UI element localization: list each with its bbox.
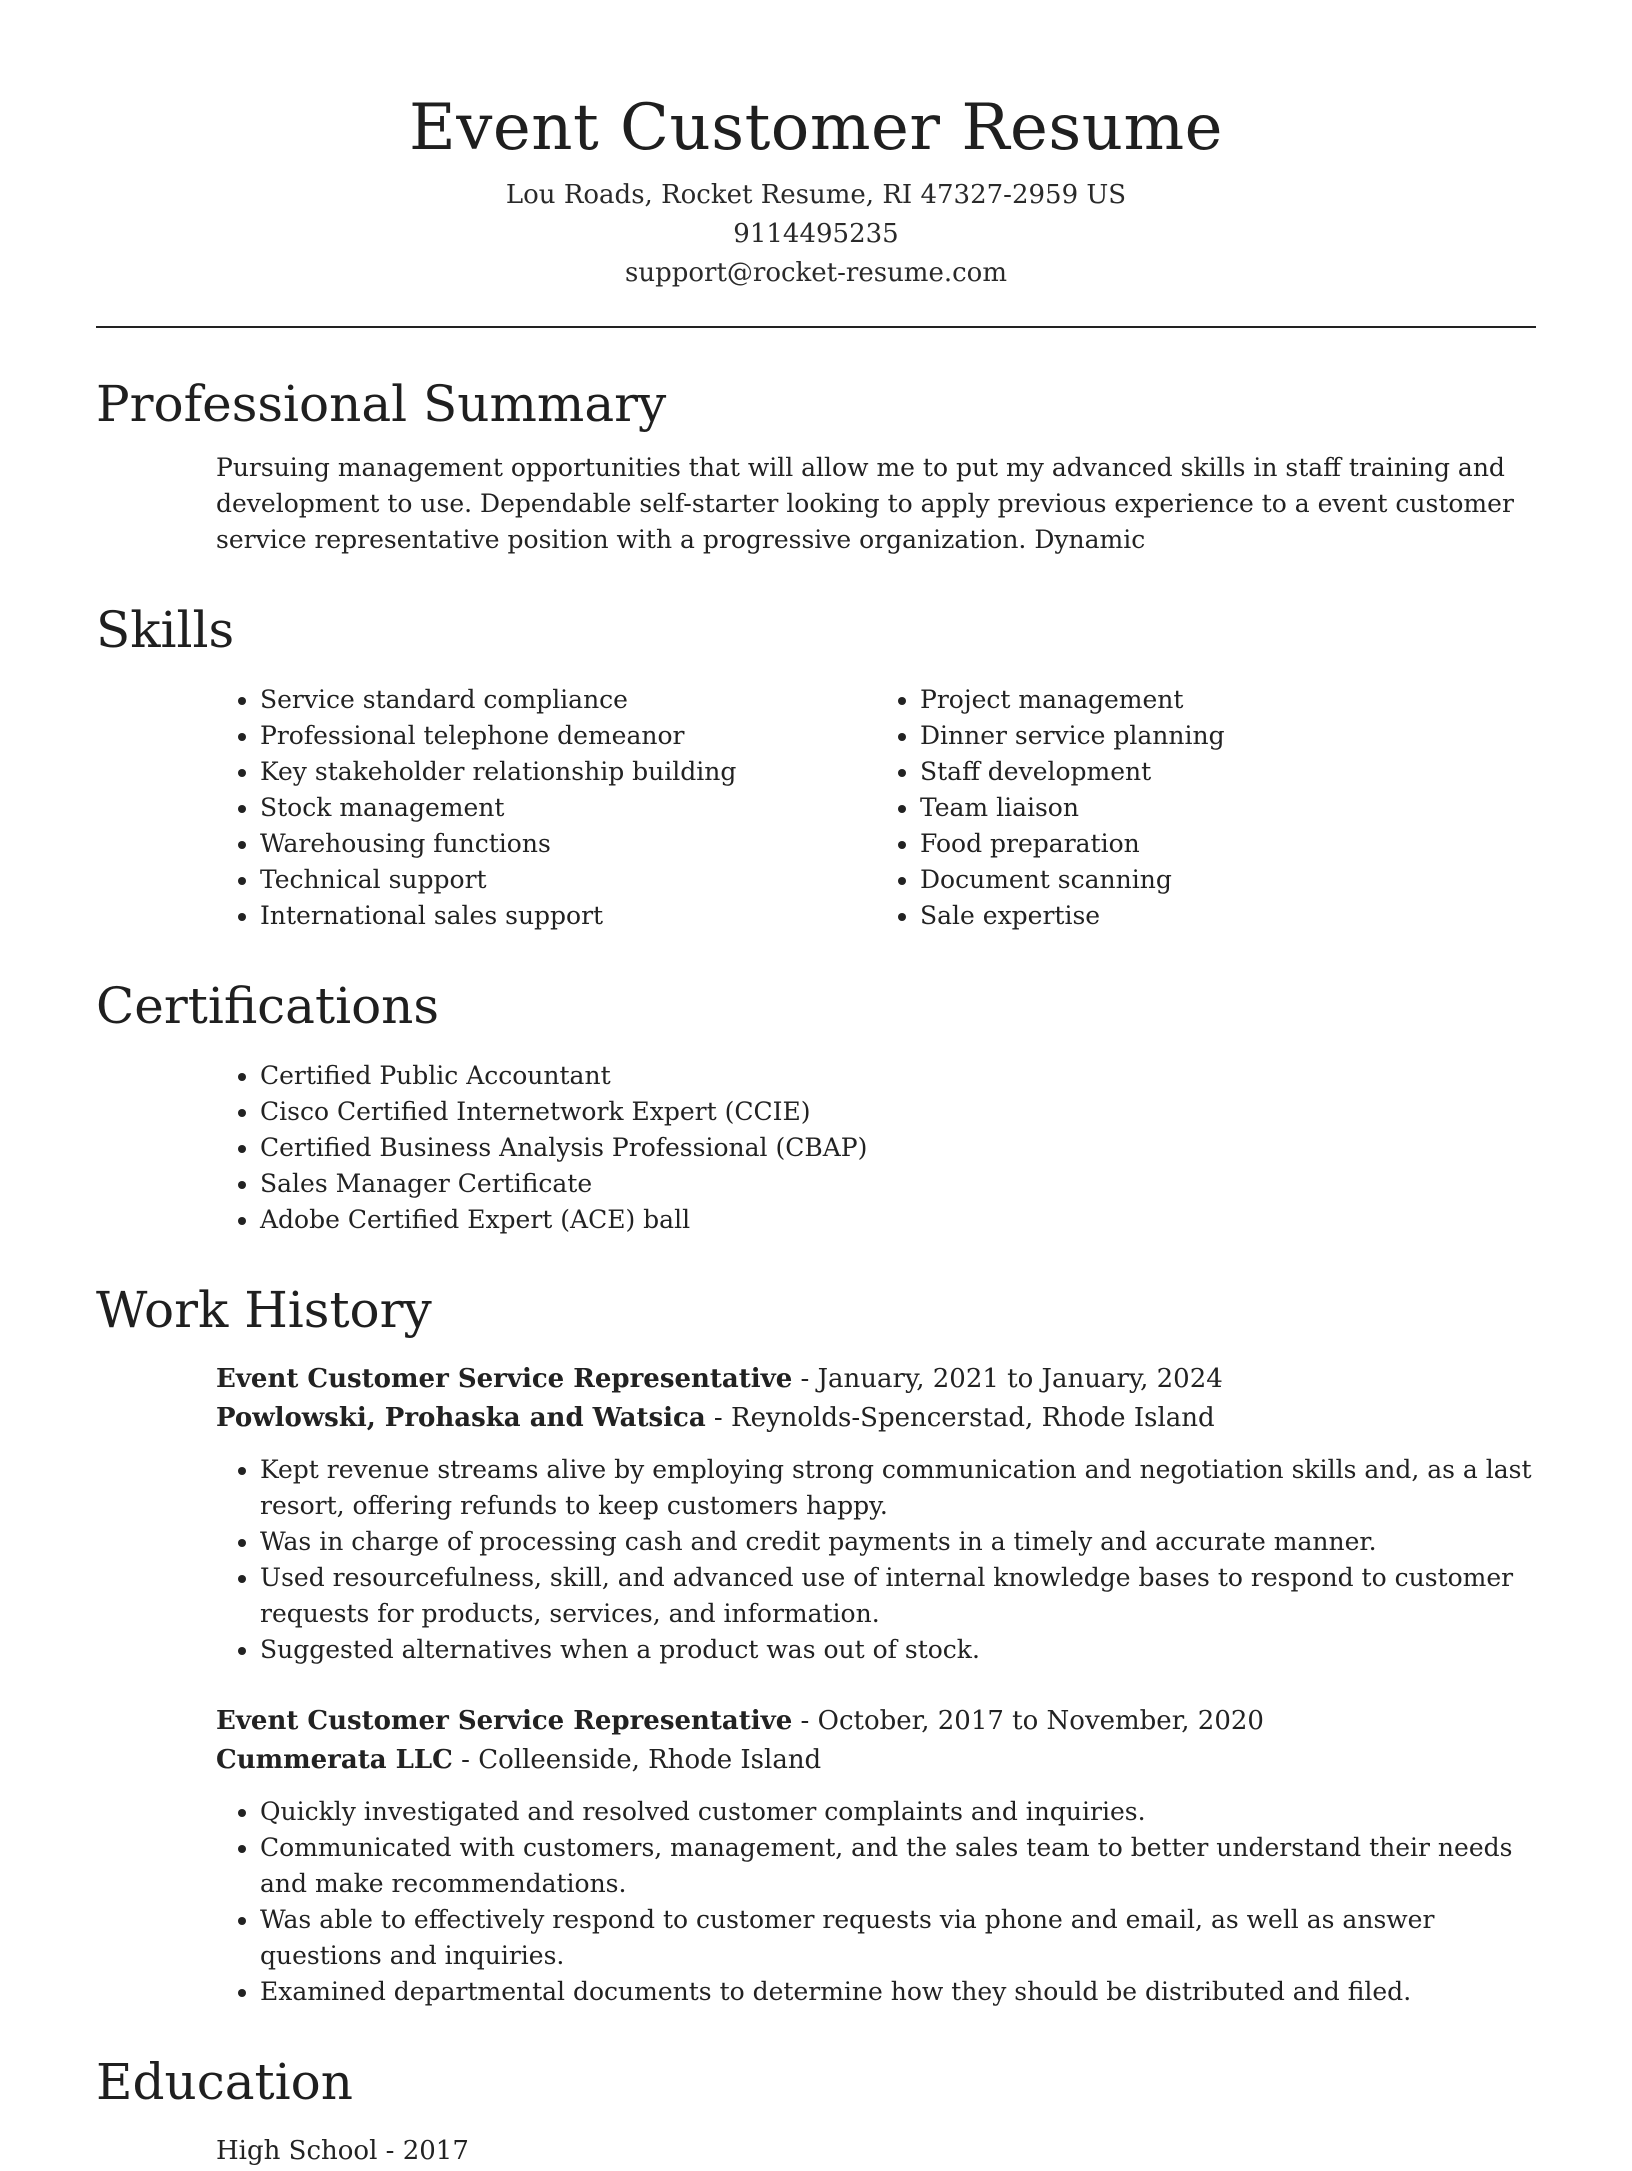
- work-history-section: [96, 1278, 1536, 2010]
- resume-page: [96, 0, 1536, 2171]
- skill-item: • Warehousing functions: [260, 826, 876, 862]
- certification-item: • Certified Business Analysis Professional (CBAP): [260, 1130, 1536, 1166]
- job-company-line: Powlowski, Prohaska and Watsica - Reynolds-Spencerstad, Rhode Island: [216, 1403, 1215, 1433]
- job-bullet: • Was able to effectively respond to customer requests via phone and email, as well as answer questions and inquiries.: [260, 1902, 1536, 1974]
- skill-item: • International sales support: [260, 898, 876, 934]
- certification-item: • Cisco Certified Internetwork Expert (CCIE): [260, 1094, 1536, 1130]
- job-bullets: [216, 1452, 1536, 1668]
- job-location: Colleenside, Rhode Island: [478, 1745, 822, 1775]
- skill-item: • Sale expertise: [920, 898, 1536, 934]
- job-title-line: Event Customer Service Representative - January, 2021 to January, 2024: [216, 1364, 1223, 1394]
- summary-heading: Professional Summary: [96, 375, 667, 433]
- job-title-line: Event Customer Service Representative - October, 2017 to November, 2020: [216, 1706, 1264, 1736]
- job-entry: [216, 1360, 1536, 1668]
- certification-item: • Sales Manager Certificate: [260, 1166, 1536, 1202]
- resume-header: [96, 0, 1536, 293]
- certifications-section: [96, 974, 1536, 1238]
- header-divider: [96, 326, 1536, 328]
- skill-item: • Dinner service planning: [920, 718, 1536, 754]
- certifications-list: [216, 1058, 1536, 1238]
- job-company: Powlowski, Prohaska and Watsica: [216, 1403, 706, 1433]
- job-bullets: [216, 1794, 1536, 2010]
- education-degree: High School: [216, 2136, 378, 2166]
- skills-heading: Skills: [96, 601, 235, 659]
- summary-text: Pursuing management opportunities that will allow me to put my advanced skills in staff training and development to use. Dependable self-starter looking to apply previous experience to a event customer service representative position with a progressive organization. Dynamic: [216, 453, 1514, 554]
- job-bullet: • Communicated with customers, management, and the sales team to better understand their needs and make recommendations.: [260, 1830, 1536, 1902]
- job-bullet: • Examined departmental documents to determine how they should be distributed and filed.: [260, 1974, 1536, 2010]
- skill-item: • Team liaison: [920, 790, 1536, 826]
- skill-item: • Project management: [920, 682, 1536, 718]
- skill-item: • Service standard compliance: [260, 682, 876, 718]
- certification-item: • Certified Public Accountant: [260, 1058, 1536, 1094]
- job-company: Cummerata LLC: [216, 1745, 453, 1775]
- job-title: Event Customer Service Representative: [216, 1706, 793, 1736]
- education-year: 2017: [402, 2136, 469, 2166]
- job-bullet: • Quickly investigated and resolved customer complaints and inquiries.: [260, 1794, 1536, 1830]
- contact-block: [96, 176, 1536, 293]
- skill-item: • Staff development: [920, 754, 1536, 790]
- job-title: Event Customer Service Representative: [216, 1364, 793, 1394]
- skills-right-list: [876, 682, 1536, 934]
- job-dates: January, 2021 to January, 2024: [817, 1364, 1223, 1394]
- contact-address: Lou Roads, Rocket Resume, RI 47327-2959 US: [505, 180, 1127, 210]
- certifications-heading: Certifications: [96, 977, 440, 1035]
- skill-item: • Key stakeholder relationship building: [260, 754, 876, 790]
- job-bullet: • Was in charge of processing cash and credit payments in a timely and accurate manner.: [260, 1524, 1536, 1560]
- contact-email: support@rocket-resume.com: [624, 258, 1007, 288]
- skills-columns: [216, 682, 1536, 934]
- job-dates: October, 2017 to November, 2020: [817, 1706, 1264, 1736]
- contact-phone: 9114495235: [733, 219, 899, 249]
- job-company-line: Cummerata LLC - Colleenside, Rhode Island: [216, 1745, 822, 1775]
- job-bullet: • Suggested alternatives when a product was out of stock.: [260, 1632, 1536, 1668]
- job-bullet: • Kept revenue streams alive by employing strong communication and negotiation skills and, as a last resort, offering refunds to keep customers happy.: [260, 1452, 1536, 1524]
- job-entry: [216, 1702, 1536, 2010]
- work-history-heading: Work History: [96, 1281, 432, 1339]
- skill-item: • Food preparation: [920, 826, 1536, 862]
- job-location: Reynolds-Spencerstad, Rhode Island: [731, 1403, 1215, 1433]
- skill-item: • Technical support: [260, 862, 876, 898]
- skills-left-list: [216, 682, 876, 934]
- skills-section: [96, 598, 1536, 934]
- skill-item: • Professional telephone demeanor: [260, 718, 876, 754]
- summary-section: [96, 372, 1536, 558]
- education-section: [96, 2050, 1536, 2171]
- skill-item: • Stock management: [260, 790, 876, 826]
- resume-title: Event Customer Resume: [409, 91, 1223, 165]
- education-heading: Education: [96, 2053, 353, 2111]
- job-bullet: • Used resourcefulness, skill, and advanced use of internal knowledge bases to respond to customer requests for products, services, and information.: [260, 1560, 1536, 1632]
- education-entry: High School - 2017: [216, 2136, 469, 2166]
- skill-item: • Document scanning: [920, 862, 1536, 898]
- certification-item: • Adobe Certified Expert (ACE) ball: [260, 1202, 1536, 1238]
